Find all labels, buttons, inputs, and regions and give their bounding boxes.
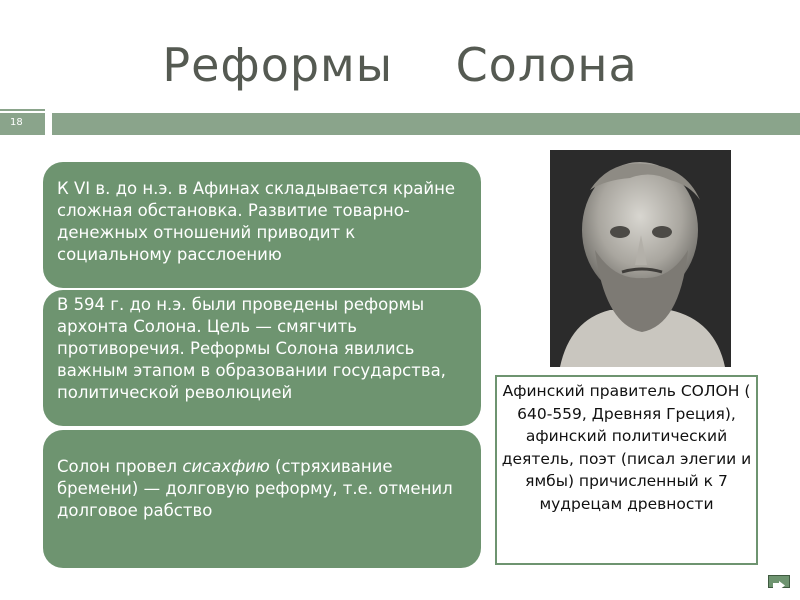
photo-caption: Афинский правитель СОЛОН ( 640-559, Древняя Греция), афинский политический деятель, поэт (писал элегии и ямбы) причисленный к 7 мудрецам древности — [495, 375, 758, 565]
content-box-1: К VI в. до н.э. в Афинах складывается крайне сложная обстановка. Развитие товарно-денежных отношений приводит к социальному расслоению — [43, 162, 481, 288]
box3-text-before: Солон провел — [57, 457, 183, 476]
slide-title: Реформы Солона — [162, 38, 638, 92]
solon-bust-photo — [550, 150, 731, 367]
header-bar-left — [0, 113, 45, 135]
content-box-2: В 594 г. до н.э. были проведены реформы архонта Солона. Цель — смягчить противоречия. Реформы Солона явились важным этапом в образовании государства, политической революцией — [43, 290, 481, 426]
header-bar-top-line — [0, 109, 45, 111]
box3-text-after: (стряхивание бремени) — долговую реформу, т.е. отменил долговое рабство — [57, 457, 453, 520]
slide-number: 18 — [10, 117, 23, 128]
box3-term: сисахфию — [182, 457, 270, 476]
next-slide-icon[interactable] — [768, 575, 790, 588]
content-box-3 — [43, 430, 481, 568]
header-bar-right — [52, 113, 800, 135]
